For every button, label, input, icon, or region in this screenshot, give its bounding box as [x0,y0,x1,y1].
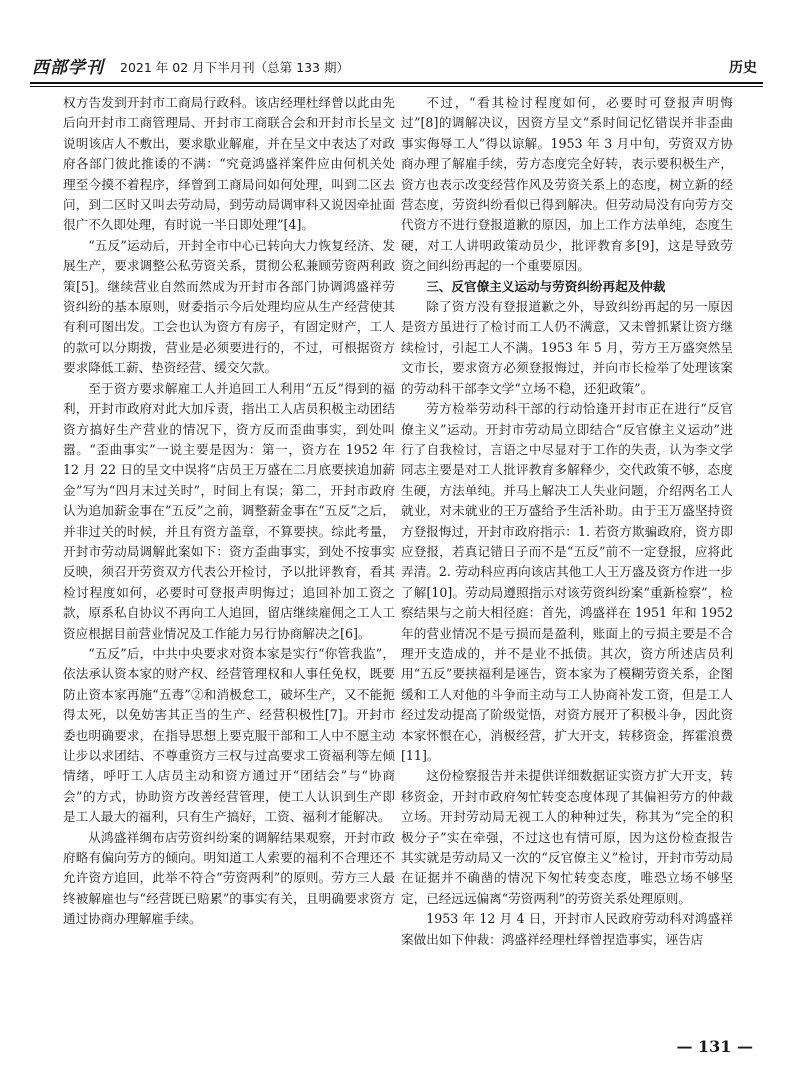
paragraph: 权方告发到开封市工商局行政科。该店经理杜绎曾以此由先后向开封市工商管理局、开封市工商联合会和开封市长呈文说明该店人不敷出，要求歇业解雇，并在呈文中表达了对政府各部门彼此推诿的不满：“究竟鸿盛祥案件应由何机关处理至今摸不着程序，绎曾到工商局问如何处理，叫到二区去问，到二区时又叫去劳动局，到劳动局调审科又说因牵扯面很广不久即处理，有时说一半日即处理”[4]。 [63,95,395,233]
paragraph: 从鸿盛祥绸布店劳资纠纷案的调解结果观察，开封市政府略有偏向劳方的倾向。明知道工人索要的福利不合理还不允许资方追回，此举不符合“劳资两利”的原则。劳方三人最终被解雇也与“经营既已赔累”的事实有关，且明确要求资方通过协商办理解雇手续。 [63,829,395,927]
paragraph: “五反”运动后，开封全市中心已转向大力恢复经济、发展生产，要求调整公私劳资关系，贯彻公私兼顾劳资两利政策[5]。继续营业自然而然成为开封市各部门协调鸿盛祥劳资纠纷的基本原则，财委指示今后处理均应从生产经营使其有利可图出发。工会也认为资方有房子，有固定财产，工人的款可以分期拨，营业是必须要进行的，不过，可根据资方要求降低工薪、垫资经营、缓交欠款。 [63,237,395,376]
issue-info: 2021 年 02 月下半月刊（总第 133 期） [120,60,349,75]
left-column [63,93,395,930]
section-title: 历史 [729,60,757,76]
section-heading: 三、反官僚主义运动与劳资纠纷再起及仲裁 [426,278,666,294]
page-header [30,57,763,79]
paragraph: 1953 年 12 月 4 日，开封市人民政府劳动科对鸿盛祥案做出如下仲裁：鸿盛祥经理杜绎曾捏造事实，诬告店 [401,911,733,947]
paragraph: 至于资方要求解雇工人并追回工人利用“五反”得到的福利，开封市政府对此大加斥责，指出工人店员积极主动团结资方搞好生产营业的情况下，资方反而歪曲事实，到处叫嚣。“歪曲事实”一说主要是因为：第一，资方在 1952 年 12 月 22 日的呈文中误将“店员王万盛在二月底要挟追加薪金”写为“四月末过关时”，时间上有误；第二，开封市政府认为追加薪金事在“五反”之前，调整薪金事在“五反”之后，并非过关的时候，并且有资方盖章，不算要挟。综此考量，开封市劳动局调解此案如下：资方歪曲事实，到处不按事实反映，须召开劳资双方代表公开检讨，予以批评教育，看其检讨程度如何，必要时可登报声明悔过；追回补加工资之款，原系私自协议不再向工人追回，留店继续雇佣之工人工资应根据目前营业情况及工作能力另行协商解决之[6]。 [63,380,395,641]
paragraph: 劳方检举劳动科干部的行动恰逢开封市正在进行“反官僚主义”运动。开封市劳动局立即结合“反官僚主义运动”进行了自我检讨，言语之中尽显对于工作的失责，认为李文学同志主要是对工人批评教育多解释少，交代政策不够，态度生硬，方法单纯。并马上解决工人失业问题，介绍两名工人就业，对未就业的王万盛给予生活补助。由于王万盛坚持资方登报悔过，开封市政府指示：1. 若资方欺骗政府，资方即应登报，若真记错日子而不是“五反”前不一定登报，应将此弄清。2. 劳动科应再向该店其他工人王万盛及资方作进一步了解[10]。劳动局遵照指示对该劳资纠纷案“重新检察”，检察结果与之前大相径庭：首先，鸿盛祥在 1951 年和 1952 年的营业情况不是亏损而是盈利，账面上的亏损主要是不合理开支造成的，并不是业不抵债。其次，资方所述店员利用“五反”要挟福利是诬告，资本家为了模糊劳资关系，企图缓和工人对他的斗争而主动与工人协商补发工资，但是工人经过发动提高了阶级觉悟，对资方展开了积极斗争，因此资本家怀恨在心，消极经营，扩大开支，转移资金，挥霍浪费[11]。 [401,401,733,763]
paragraph: “五反”后，中共中央要求对资本家是实行“你管我监”，依法承认资本家的财产权、经营管理权和人事任免权，既要防止资本家再施“五毒”②和消极怠工，破坏生产，又不能扼得太死，以免妨害其正当的生产、经营积极性[7]。开封市委也明确要求，在指导思想上要克服干部和工人中不愿主动让步以求团结、不尊重资方三权与过高要求工资福利等左倾情绪，呼吁工人店员主动和资方通过开“团结会”与“协商会”的方式，协助资方改善经营管理，使工人认识到生产即是工人最大的福利，只有生产搞好，工资、福利才能解决。 [63,645,395,825]
paragraph: 这份检察报告并未提供详细数据证实资方扩大开支，转移资金，开封市政府匆忙转变态度体现了其偏袒劳方的仲裁立场。开封劳动局无视工人的种种过失，称其为“完全的积极分子”实在牵强，不过这也有情可原，因为这份检查报告其实就是劳动局又一次的“反官僚主义”检讨，开封市劳动局在证据并不确凿的情况下匆忙转变态度，唯恐立场不够坚定，已经远远偏离“劳资两利”的劳资关系处理原则。 [401,768,733,906]
journal-logo: 西部学刊 [32,58,104,78]
paragraph: 除了资方没有登报道歉之外，导致纠纷再起的另一原因是资方虽进行了检讨而工人仍不满意，又未曾抓紧让资方继续检讨，引起工人不满。1953 年 5 月，劳方王万盛突然呈文市长，要求资方必须登报悔过，并向市长检举了处理该案的劳动科干部李文学“立场不稳，还犯政策”。 [401,299,733,396]
header-rule-thick [30,82,763,84]
page-number: — 131 — [676,1037,753,1056]
header-rule-thin [30,86,763,87]
right-column [401,93,733,950]
paragraph: 不过，“看其检讨程度如何，必要时可登报声明悔过”[8]的调解决议，因资方呈文“系时间记忆错误并非歪曲事实侮辱工人”得以谅解。1953 年 3 月中旬，劳资双方协商办理了解雇手续，劳方态度完全好转，表示要积极生产，资方也表示改变经营作风及劳资关系上的态度，树立新的经营态度，劳资纠纷看似已得到解决。但劳动局没有向劳方交代资方不进行登报道歉的原因，加上工作方法单纯，态度生硬，对工人讲明政策动员少，批评教育多[9]，这是导致劳资之间纠纷再起的一个重要原因。 [401,95,733,274]
